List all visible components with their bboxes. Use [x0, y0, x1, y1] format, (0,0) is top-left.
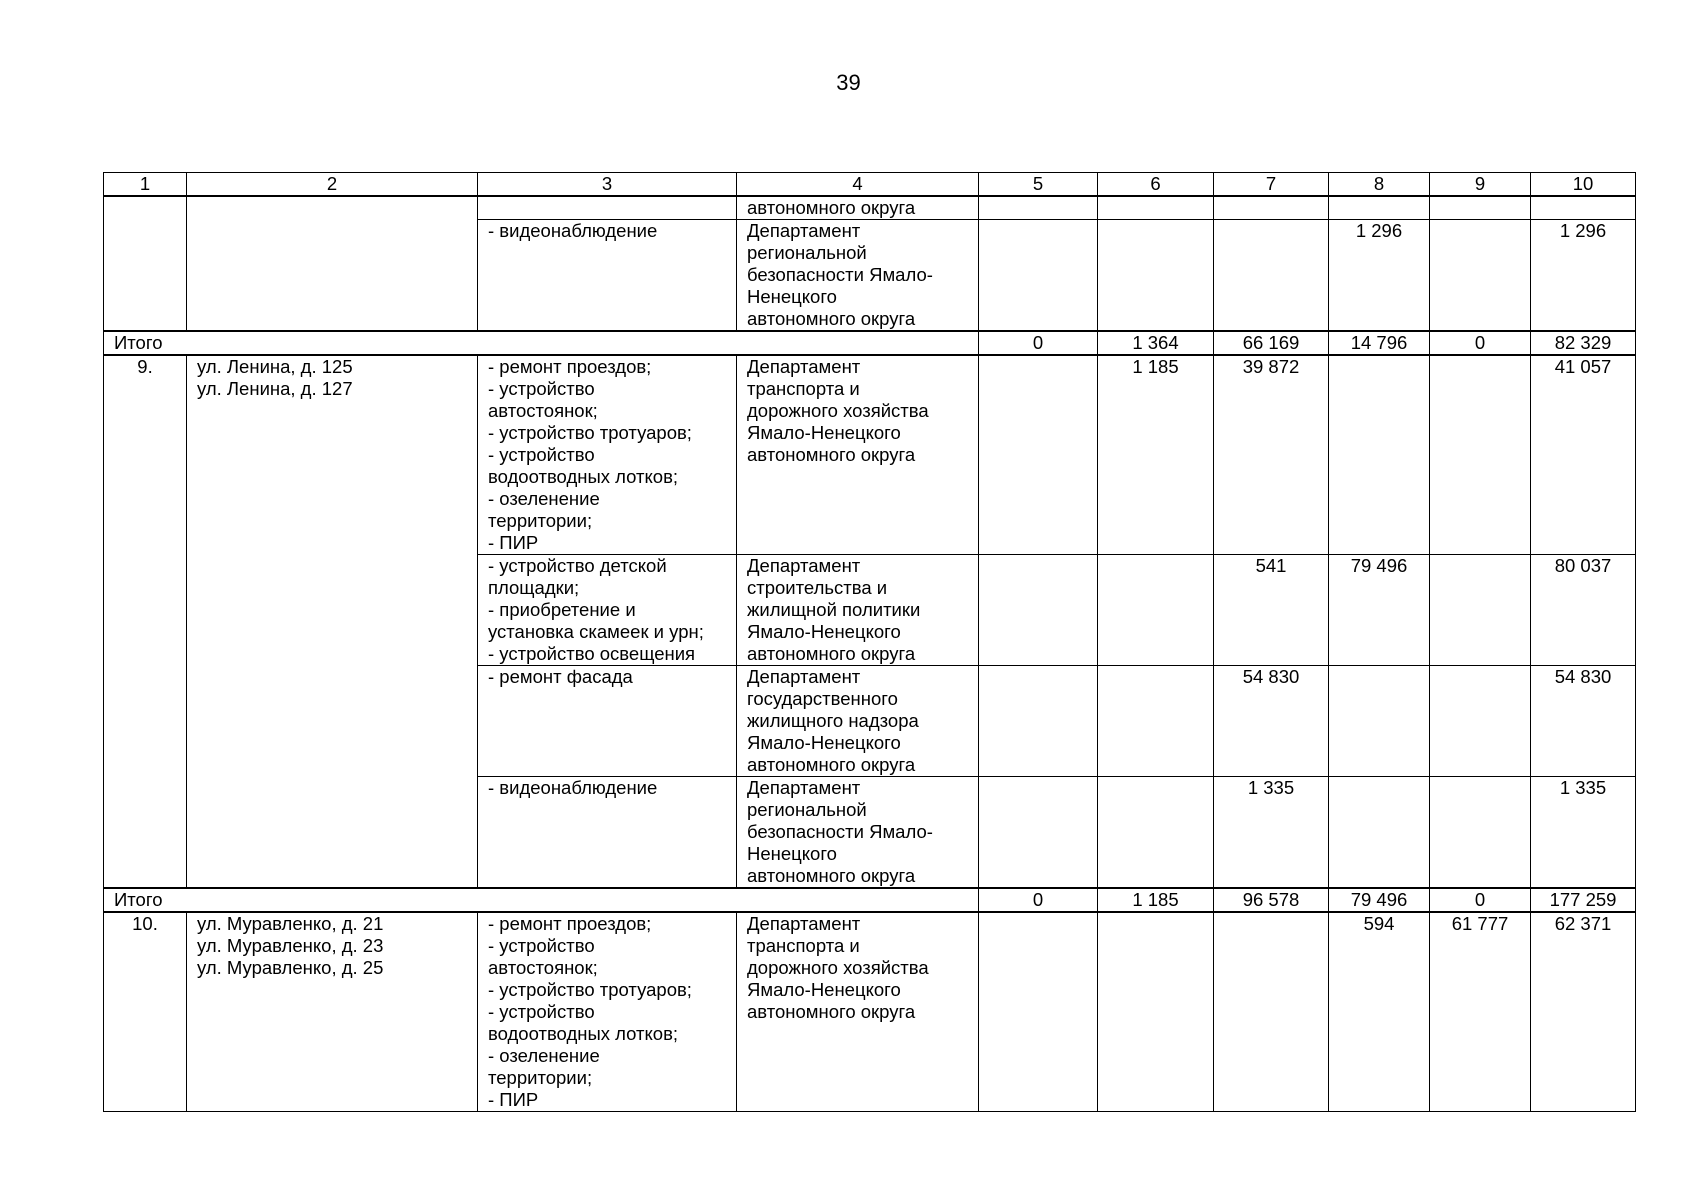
value-col7: 1 335 — [1214, 777, 1329, 889]
cell-line: водоотводных лотков; — [488, 466, 679, 487]
value-col10: 41 057 — [1531, 355, 1636, 555]
department-cell — [737, 912, 979, 1112]
column-header: 3 — [478, 173, 737, 197]
cell-line: ул. Муравленко, д. 25 — [197, 957, 384, 978]
cell-line: территории; — [488, 1067, 593, 1088]
cell-line: Департамент — [747, 356, 861, 377]
address-cell — [187, 196, 478, 331]
value-col8: 1 296 — [1329, 220, 1430, 332]
index-cell: 9. — [104, 355, 187, 888]
cell-line: государственного — [747, 688, 898, 709]
cell-line: - ремонт фасада — [488, 666, 633, 687]
cell-line: - ПИР — [488, 1089, 539, 1110]
value-col8: 79 496 — [1329, 555, 1430, 666]
column-header: 8 — [1329, 173, 1430, 197]
value-col7 — [1214, 912, 1329, 1112]
cell-line: региональной — [747, 242, 867, 263]
cell-line: Ямало-Ненецкого — [747, 422, 901, 443]
work-cell — [478, 355, 737, 555]
value-col7: 54 830 — [1214, 666, 1329, 777]
work-cell — [478, 912, 737, 1112]
table-row — [104, 196, 1636, 220]
table-row — [104, 355, 1636, 555]
column-header: 4 — [737, 173, 979, 197]
column-header: 9 — [1430, 173, 1531, 197]
column-header: 10 — [1531, 173, 1636, 197]
cell-line: - приобретение и — [488, 599, 636, 620]
value-col5 — [979, 912, 1098, 1112]
work-cell — [478, 196, 737, 220]
total-col8: 14 796 — [1329, 331, 1430, 355]
cell-line: Ямало-Ненецкого — [747, 621, 901, 642]
cell-line: - устройство — [488, 444, 595, 465]
total-col10: 177 259 — [1531, 888, 1636, 912]
cell-line: ул. Муравленко, д. 21 — [197, 913, 384, 934]
cell-line: - озеленение — [488, 1045, 600, 1066]
value-col9 — [1430, 355, 1531, 555]
value-col10: 80 037 — [1531, 555, 1636, 666]
value-col6 — [1098, 666, 1214, 777]
column-number-header — [104, 173, 1636, 197]
value-col8 — [1329, 355, 1430, 555]
value-col9 — [1430, 555, 1531, 666]
cell-line: транспорта и — [747, 378, 860, 399]
cell-line: строительства и — [747, 577, 888, 598]
total-col5: 0 — [979, 331, 1098, 355]
budget-table — [103, 172, 1636, 1112]
value-col9 — [1430, 666, 1531, 777]
cell-line: автостоянок; — [488, 957, 598, 978]
page-number: 39 — [836, 70, 861, 95]
cell-line: Ямало-Ненецкого — [747, 732, 901, 753]
cell-line: ул. Муравленко, д. 23 — [197, 935, 384, 956]
value-col6 — [1098, 220, 1214, 332]
cell-line: дорожного хозяйства — [747, 400, 929, 421]
value-col7: 541 — [1214, 555, 1329, 666]
work-cell — [478, 666, 737, 777]
cell-line: безопасности Ямало- — [747, 264, 933, 285]
value-col8 — [1329, 777, 1430, 889]
value-col6: 1 185 — [1098, 355, 1214, 555]
cell-line: - устройство — [488, 378, 595, 399]
value-col8: 594 — [1329, 912, 1430, 1112]
value-col9: 61 777 — [1430, 912, 1531, 1112]
cell-line: - устройство детской — [488, 555, 667, 576]
value-col8 — [1329, 666, 1430, 777]
cell-line: Ямало-Ненецкого — [747, 979, 901, 1000]
cell-line: - устройство тротуаров; — [488, 422, 692, 443]
total-col9: 0 — [1430, 331, 1531, 355]
value-col10: 1 296 — [1531, 220, 1636, 332]
cell-line: жилищного надзора — [747, 710, 919, 731]
department-cell — [737, 777, 979, 889]
total-col6: 1 185 — [1098, 888, 1214, 912]
total-label: Итого — [104, 331, 979, 355]
cell-line: - видеонаблюдение — [488, 220, 658, 241]
cell-line: жилищной политики — [747, 599, 921, 620]
department-cell — [737, 666, 979, 777]
total-col7: 66 169 — [1214, 331, 1329, 355]
work-cell — [478, 220, 737, 332]
total-col9: 0 — [1430, 888, 1531, 912]
cell-line: автономного округа — [747, 1001, 916, 1022]
department-cell — [737, 355, 979, 555]
value-col10: 1 335 — [1531, 777, 1636, 889]
value-col10: 62 371 — [1531, 912, 1636, 1112]
cell-line: - устройство — [488, 1001, 595, 1022]
department-cell — [737, 555, 979, 666]
table-row — [104, 912, 1636, 1112]
total-col6: 1 364 — [1098, 331, 1214, 355]
column-header: 7 — [1214, 173, 1329, 197]
cell-line: Департамент — [747, 555, 861, 576]
total-label: Итого — [104, 888, 979, 912]
cell-line: ул. Ленина, д. 125 — [197, 356, 353, 377]
value-col5 — [979, 777, 1098, 889]
column-header: 6 — [1098, 173, 1214, 197]
total-col7: 96 578 — [1214, 888, 1329, 912]
cell-line: региональной — [747, 799, 867, 820]
cell-line: дорожного хозяйства — [747, 957, 929, 978]
cell-line: - ремонт проездов; — [488, 356, 652, 377]
column-header: 1 — [104, 173, 187, 197]
address-cell — [187, 355, 478, 888]
cell-line: Ненецкого — [747, 843, 837, 864]
work-cell — [478, 777, 737, 889]
cell-line: - видеонаблюдение — [488, 777, 658, 798]
total-col8: 79 496 — [1329, 888, 1430, 912]
column-header: 5 — [979, 173, 1098, 197]
index-cell: 10. — [104, 912, 187, 1112]
cell-line: автономного округа — [747, 643, 916, 664]
value-col6 — [1098, 555, 1214, 666]
department-cell: автономного округа — [737, 196, 979, 220]
value-col5 — [979, 555, 1098, 666]
cell-line: транспорта и — [747, 935, 860, 956]
total-col10: 82 329 — [1531, 331, 1636, 355]
cell-line: - ПИР — [488, 532, 539, 553]
cell-line: территории; — [488, 510, 593, 531]
value-col6 — [1098, 777, 1214, 889]
value-col7 — [1214, 220, 1329, 332]
cell-line: площадки; — [488, 577, 580, 598]
value-col7: 39 872 — [1214, 355, 1329, 555]
cell-line: Департамент — [747, 666, 861, 687]
cell-line: установка скамеек и урн; — [488, 621, 704, 642]
cell-line: автономного округа — [747, 754, 916, 775]
cell-line: автостоянок; — [488, 400, 598, 421]
address-cell — [187, 912, 478, 1112]
value-col5 — [979, 220, 1098, 332]
cell-line: Ненецкого — [747, 286, 837, 307]
cell-line: - устройство освещения — [488, 643, 696, 664]
cell-line: - ремонт проездов; — [488, 913, 652, 934]
total-col5: 0 — [979, 888, 1098, 912]
cell-line: Департамент — [747, 220, 861, 241]
cell-line: - устройство тротуаров; — [488, 979, 692, 1000]
value-col5 — [979, 666, 1098, 777]
index-cell — [104, 196, 187, 331]
work-cell — [478, 555, 737, 666]
value-col9 — [1430, 220, 1531, 332]
cell-line: - озеленение — [488, 488, 600, 509]
value-col5 — [979, 355, 1098, 555]
cell-line: водоотводных лотков; — [488, 1023, 679, 1044]
cell-line: Департамент — [747, 777, 861, 798]
cell-line: автономного округа — [747, 308, 916, 329]
cell-line: автономного округа — [747, 865, 916, 886]
cell-line: - устройство — [488, 935, 595, 956]
cell-line: автономного округа — [747, 444, 916, 465]
cell-line: ул. Ленина, д. 127 — [197, 378, 353, 399]
total-row — [104, 331, 1636, 355]
column-header: 2 — [187, 173, 478, 197]
cell-line: Департамент — [747, 913, 861, 934]
total-row — [104, 888, 1636, 912]
value-col6 — [1098, 912, 1214, 1112]
department-cell — [737, 220, 979, 332]
value-col10: 54 830 — [1531, 666, 1636, 777]
cell-line: безопасности Ямало- — [747, 821, 933, 842]
value-col9 — [1430, 777, 1531, 889]
